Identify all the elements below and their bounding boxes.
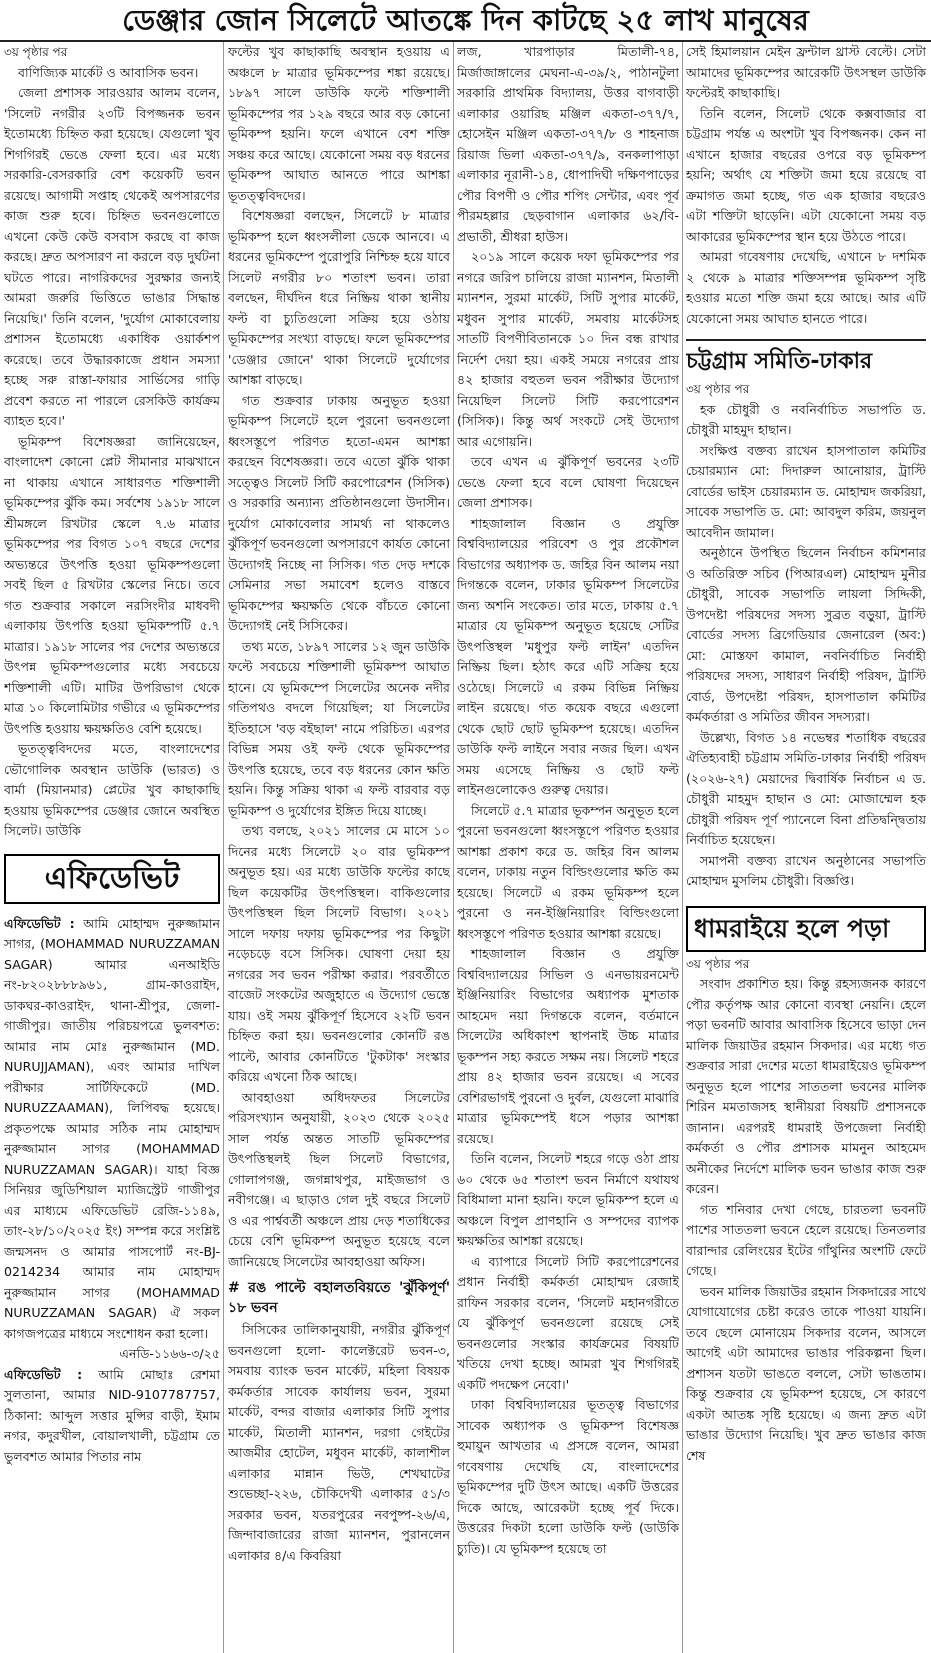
paragraph: লজ, খারপাড়ার মিতালী-৭৪, মির্জাজাঙ্গালের মেঘনা-এ-৩৯/২, পাঠানটুলা সরকারি প্রাথমিক বিদ্যালয়, উত্তর বাগবাড়ী এলাকার ওয়ারিছ মঞ্জিল একতা-৩৭৭/৭, হোসেইন মঞ্জিল একতা-৩৭৭/৮ ও শাহনাজ রিয়াজ ভিলা একতা-৩৭৭/৯, বনকলাপাড়া এলাকার নূরানী-১৪, ধোপাদিঘী দক্ষিণপাড়ের পৌর বিপণী ও পৌর শপিং সেন্টার, এবং পূর্ব পীরমহল্লার ছেড়বাগান এলাকার ৬২/বি-প্রভাতী, শ্রীধরা হাউস। [457,44,679,244]
section-heading: চট্টগ্রাম সমিতি-ঢাকার [686,339,926,379]
paragraph: অনুষ্ঠানে উপস্থিত ছিলেন নির্বাচন কমিশনার ও অতিরিক্ত সচিব (পিআরএল) মোহাম্মদ মুনীর চৌধুরী, সাবেক সভাপতি লায়লা সিদ্দিকী, উপদেষ্টা পরিষদের সদস্য সুব্রত বড়ুয়া, ট্রাস্টি বোর্ডের সদস্য ব্রিগেডিয়ার জেনারেল (অব:) মো: মোস্তফা কামাল, নবনির্বাচিত নির্বাহী পরিষদের সদস্য, সাধারণ নির্বাহী পরিষদ, ট্রাস্টি বোর্ড, উপদেষ্টা পরিষদ, হাসপাতাল কমিটির কর্মকর্তারা ও সমিতির জীবন সদস্যরা। [686,545,926,724]
paragraph: বিশেষজ্ঞরা বলছেন, সিলেটে ৮ মাত্রার ভূমিকম্প হলে ধ্বংসলীলা ডেকে আনবে। এ ধরনের ভূমিকম্পে পুরোপুরি নিশ্চিহ্ন হয়ে যাবে সিলেট নগরীর ৮০ শতাংশ ভবন। তারা বলছেন, দীর্ঘদিন ধরে নিষ্ক্রিয় থাকা স্থানীয় ফল্ট বা চ্যুতিগুলো সক্রিয় হয়ে ওঠায় ভূমিকম্পের সংখ্যা বাড়ছে। ফলে ভূমিকম্পের 'ডেঞ্জার জোনে' থাকা সিলেটে দুর্যোগের আশঙ্কা বাড়ছে। [228,208,450,387]
column-divider [223,42,224,1653]
paragraph: ২০১৯ সালে কয়েক দফা ভূমিকম্পের পর নগরে জরিপ চালিয়ে রাজা ম্যানশন, মিতালী ম্যানশন, সুরমা মার্কেট, সিটি সুপার মার্কেট, মধুবন সুপার মার্কেট, সমবায় মার্কেটসহ সাতটি বিপণীবিতানকে ১০ দিন বন্ধ রাখার নির্দেশ দেয়া হয়। একই সময়ে নগরের প্রায় ৪২ হাজার বহুতল ভবন পরীক্ষার উদ্যোগ নিয়েছিল সিলেট সিটি করপোরেশন (সিসিক)। কিন্তু অর্থ সংকটে সেই উদ্যোগ আর এগোয়নি। [457,249,679,449]
paragraph: সিলেটে ৫.৭ মাত্রার ভূকম্পন অনুভূত হলে পুরনো ভবনগুলো ধ্বংসস্তূপে পরিণত হওয়ার আশঙ্কা প্রকাশ করে ড. জহির বিন আলম বলেন, ঢাকায় নতুন বিল্ডিংগুলোর ক্ষতি কম হয়েছে। সিলেটে এ রকম ভূমিকম্প হলে পুরনো ও নন-ইঞ্জিনিয়ারিং বিল্ডিংগুলো ধ্বংসস্তূপে পরিণত হওয়ার আশঙ্কা রয়েছে। [457,802,679,941]
paragraph: সংক্ষিপ্ত বক্তব্য রাখেন হাসপাতাল কমিটির চেয়ারম্যান মো: দিদারুল আনোয়ার, ট্রাস্টি বোর্ডের ভাইস চেয়ারম্যান ড. মোহাম্মদ জকরিয়া, সাবেক সভাপতি ড. মো: আবদুল করিম, জয়নুল আবেদীন জামাল। [686,442,926,540]
paragraph: তথ্য বলছে, ২০২১ সালের মে মাসে ১০ দিনের মধ্যে সিলেটে ২০ বার ভূমিকম্প অনুভূত হয়। এর মধ্যে ডাউকি ফল্টের কাছে ছিল কয়েকটির উৎপত্তিস্থল। বাকিগুলোর উৎপত্তিস্থল ছিল সিলেট বিভাগ। ২০২১ সালে দফায় দফায় ভূমিকম্পের পর কিছুটা নড়েচড়ে বসে সিসিক। ঘোষণা দেয়া হয় নগরের সব ভবন পরীক্ষা করার। পরবর্তীতে বাজেট সংকটের অজুহাতে এ উদ্যোগ ভেস্তে যায়। ওই সময় ঝুঁকিপূর্ণ হিসেবে ২২টি ভবন চিহ্নিত করা হয়। ভবনগুলোর কোনটি রঙ পাল্টে, আবার কোনটিতে 'টুকটাক' সংস্কার করিয়ে এখনো ঠিক আছে। [228,823,450,1084]
section-heading-boxed: এফিডেভিট [4,854,220,904]
column-4 [686,42,926,1653]
paragraph: আবহাওয়া অধিদফতর সিলেটের পরিসংখ্যান অনুযায়ী, ২০২৩ থেকে ২০২৫ সাল পর্যন্ত অন্তত সাতটি ভূমিকম্পের উৎপত্তিস্থলই ছিল সিলেট বিভাগের, গোলাপগঞ্জ, জগন্নাথপুর, মাইজভাগ ও নবীগঞ্জে। এ ছাড়াও গেল দুই বছরে সিলেট ও এর পার্শ্ববর্তী অঞ্চলে প্রায় দেড় শতাধিকের চেয়ে বেশি ভূমিকম্প অনুভূত হয়েছে বলে জানিয়েছে সিলেটের আবহাওয়া অফিস। [228,1089,450,1269]
paragraph: জেলা প্রশাসক সারওয়ার আলম বলেন, 'সিলেট নগরীর ২৩টি বিপজ্জনক ভবন ইতোমধ্যে চিহ্নিত করা হয়েছে। যেগুলো খুব শিগগিরই ভেঙে ফেলা হবে। এর মধ্যে সরকারি-বেসরকারি বেশ কয়েকটি ভবন রয়েছে। আগামী সপ্তাহ থেকেই অপসারণের কাজ শুরু হবে। চিহ্নিত ভবনগুলোতে এখনো কেউ কেউ বসবাস করছে বা কাজ করছে। দ্রুত অপসারণ না করলে বড় দুর্ঘটনা ঘটতে পারে। নাগরিকদের সুরক্ষার জন্যই আমরা জরুরি ভিত্তিতে ভাঙার সিদ্ধান্ত নিয়েছি।' তিনি বলেন, 'দুর্যোগ মোকাবেলায় প্রশাসন ইতোমধ্যে একাধিক ওয়ার্কশপ করেছে। তবে উদ্ধারকাজে প্রধান সমস্যা হচ্ছে সরু রাস্তা-ফায়ার সার্ভিসের গাড়ি প্রবেশ করতে না পারলে রেসকিউ কার্যক্রম ব্যাহত হবে।' [4,85,220,428]
affidavit-text: আমি মোছাঃ রেশমা সুলতানা, আমার NID-9107787757, ঠিকানা: আব্দুল সত্তার মুন্সির বাড়ী, ইমাম নগর, কদুরখীল, বোয়ালখালী, চট্টগ্রাম তে ভুলবশত আমার পিতার নাম [4,1366,220,1464]
paragraph: তথ্য মতে, ১৮৯৭ সালের ১২ জুন ডাউকি ফল্টে সবচেয়ে শক্তিশালী ভূমিকম্প আঘাত হানে। যে ভূমিকম্পে সিলেটের অনেক নদীর গতিপথও বদলে গিয়েছিল; যা সিলেটের ইতিহাসে 'বড় বইছাল' নামে পরিচিত। এরপর বিভিন্ন সময় ওই ফল্ট থেকে ভূমিকম্পের উৎপত্তি হয়েছে, তবে বড় ধরনের কোন ক্ষতি হয়নি। কিন্তু সক্রিয় থাকা এ ফল্ট বারবার বড় ভূমিকম্প ও দুর্যোগের ইঙ্গিত দিয়ে যাচ্ছে। [228,638,450,818]
paragraph: তিনি বলেন, সিলেট শহরে গড়ে ওঠা প্রায় ৬০ থেকে ৬৫ শতাংশ ভবন নির্মাণে যথাযথ বিধিমালা মানা হয়নি। ফলে ভূমিকম্প হলে এ অঞ্চলে বিপুল প্রাণহানি ও সম্পদের ব্যাপক ক্ষয়ক্ষতির আশঙ্কা রয়েছে। [457,1151,679,1248]
paragraph: শাহজালাল বিজ্ঞান ও প্রযুক্তি বিশ্ববিদ্যালয়ের পরিবেশ ও পুর প্রকৌশল বিভাগের অধ্যাপক ড. জহির বিন আলম নয়া দিগন্তকে বলেন, ঢাকার ভূমিকম্প সিলেটের জন্য অশনি সংকেত। তার মতে, ঢাকায় ৫.৭ মাত্রার যে ভূমিকম্প অনুভূত হয়েছে সেটির উৎপত্তিস্থল 'মধুপুর ফল্ট লাইন' এতদিন নিষ্ক্রিয় ছিল। হঠাৎ করে এটি সক্রিয় হয়ে ওঠেছে। সিলেটে এ রকম বিভিন্ন নিষ্ক্রিয় লাইন রয়েছে। গত কয়েক বছরে এগুলো থেকে ছোট ছোট ভূমিকম্প হয়েছে। এতদিন ডাউকি ফল্ট লাইনে সবার নজর ছিল। এখন সময় এসেছে নিষ্ক্রিয় ও ছোট ফল্ট লাইনগুলোকেও গুরুত্ব দেয়ার। [457,515,679,797]
column-3 [457,42,679,1653]
paragraph: বাণিজ্যিক মার্কেট ও আবাসিক ভবন। [18,64,199,80]
column-divider [453,42,454,1653]
paragraph: শাহজালাল বিজ্ঞান ও প্রযুক্তি বিশ্ববিদ্যালয়ের সিভিল ও এনভায়রনমেন্ট ইঞ্জিনিয়ারিং বিভাগের অধ্যাপক মুশতাক আহমেদ নয়া দিগন্তকে বলেন, বর্তমানে সিলেটের অধিকাংশ স্থাপনাই উচ্চ মাত্রার ভূকম্পন সহ্য করতে সক্ষম নয়। সিলেট শহরে প্রায় ৪২ হাজার ভবন রয়েছে। এ সবের বেশিরভাগই পুরনো ও দুর্বল, যেগুলো মাঝারি মাত্রার ভূমিকম্পেই ধসে পড়ার আশঙ্কা রয়েছে। [457,946,679,1146]
paragraph: এ ব্যাপারে সিলেট সিটি করপোরেশনের প্রধান নির্বাহী কর্মকর্তা মোহাম্মদ রেজাই রাফিন সরকার বলেন, 'সিলেট মহানগরীতে যে ঝুঁকিপূর্ণ ভবনগুলো রয়েছে সেই ভবনগুলোর সংস্কার কার্যক্রমের বিষয়টি খতিয়ে দেখা হচ্ছে। আমরা খুব শিগগিরই একটি পদক্ষেপ নেবো।' [457,1253,679,1392]
section-heading-boxed: ধামরাইয়ে হলে পড়া [686,906,926,952]
paragraph: উল্লেখ্য, বিগত ১৪ নভেম্বর শতাধিক বছরের ঐতিহ্যবাহী চট্টগ্রাম সমিতি-ঢাকার নির্বাহী পরিষদ (২০২৬-২৭) মেয়াদের দ্বিবার্ষিক নির্বাচন এ ড. চৌধুরী মাহমুদ হাছান ও মো: মোজাম্মেল হক চৌধুরী পরিষদ পূর্ণ প্যানেলে বিনা প্রতিদ্বন্দ্বিতায় নির্বাচিত হয়েছেন। [686,729,926,847]
paragraph: ফল্টের খুব কাছাকাছি অবস্থান হওয়ায় এ অঞ্চলে ৮ মাত্রার ভূমিকম্পের শঙ্কা রয়েছে। ১৮৯৭ সালে ডাউকি ফল্টে শক্তিশালী ভূমিকম্পের পর ১২৯ বছরে আর বড় কোনো ভূমিকম্প হয়নি। ফলে এখানে বেশ শক্তি সঞ্চয় করে আছে। যেকোনো সময় বড় ধরনের ভূমিকম্প আঘাত আনতে পারে আশঙ্কা ভূতত্ত্ববিদদের। [228,44,450,203]
paragraph: হক চৌধুরী ও নবনির্বাচিত সভাপতি ড. চৌধুরী মাহমুদ হাছান। [686,401,926,437]
affidavit-text: আমি মোহাম্মদ নুরুজ্জামান সাগর, (MOHAMMAD NURUZZAMAN SAGAR) আমার এনআইডি নং-৮২০২৮৮৮৯৬১, গ্রাম-কাওরাইদ, ডাকঘর-কাওরাইদ, থানা-শ্রীপুর, জেলা-গাজীপুর। জাতীয় পরিচয়পত্রে ভুলবশত: আমার নাম মোঃ নুরুজ্জামান (MD. NURUJJAMAN), এবং আমার দাখিল পরীক্ষার সার্টিফিকেটে (MD. NURUZZAAMAN), লিপিবদ্ধ হয়েছে। প্রকৃতপক্ষে আমার সঠিক নাম মোহাম্মদ নুরুজ্জামান সাগর (MOHAMMAD NURUZZAMAN SAGAR)। যাহা বিজ্ঞ সিনিয়র জুডিশিয়াল ম্যাজিস্ট্রেট গাজীপুর এর মাধ্যমে এফিডেভিট রেজি-১১৪৯, তাং-২৮/১০/২০২৫ ইং) সম্পন্ন করে সংশ্লিষ্ট জন্মসনদ ও আমার পাসপোর্ট নং-BJ-0214234 আমার নাম মোহাম্মদ নুরুজ্জামান সাগর (MOHAMMAD NURUZZAMAN SAGAR) ঐ সকল কাগজপত্রের মাধ্যমে সংশোধন করা হলো। [4,915,220,1341]
continued-label: ৩য় পৃষ্ঠার পর [686,956,750,971]
paragraph: আমরা গবেষণায় দেখেছি, এখানে ৮ দশমিক ২ থেকে ৯ মাত্রার শক্তিসম্পন্ন ভূমিকম্প সৃষ্টি হওয়ার মতো শক্তি জমা হয়ে আছে। আর এটি যেকোনো সময় আঘাত হানতে পারে। [686,249,926,326]
paragraph: ঢাকা বিশ্ববিদ্যালয়ের ভূতত্ত্ব বিভাগের সাবেক অধ্যাপক ও ভূমিকম্প বিশেষজ্ঞ হুমায়ুন আখতার এ প্রসঙ্গে বলেন, আমরা গবেষণায় দেখেছি যে, বাংলাদেশের ভূমিকম্পের দুটি উৎস আছে। একটি উত্তরের দিকে আছে, আরেকটা হচ্ছে পূর্ব দিকে। উত্তরের দিকটা হলো ডাউকি ফল্ট (ডাউকি চ্যুতি)। যে ভূমিকম্প হয়েছে তা [457,1397,679,1556]
page-headline: ডেঞ্জার জোন সিলেটে আতঙ্কে দিন কাটছে ২৫ লাখ মানুষের [0,0,931,42]
column-divider [682,42,683,1653]
subheading: # রঙ পাল্টে বহালতবিয়তে 'ঝুঁকিপূর্ণ' ১৮ ভবন [228,1280,450,1316]
affidavit-label: এফিডেভিট : [4,1366,83,1382]
column-2 [228,42,450,1653]
paragraph: গত শুক্রবার ঢাকায় অনুভূত হওয়া ভূমিকম্প সিলেটে হলে পুরনো ভবনগুলো ধ্বংসস্তূপে পরিণত হতো-এমন আশঙ্কা করছেন বিশেষজ্ঞরা। তবে এতো ঝুঁকি থাকা সত্ত্বেও সিলেট সিটি করপোরেশন (সিসিক) ও সরকারি অন্যান্য প্রতিষ্ঠানগুলো উদাসীন। দুর্যোগ মোকাবেলার সামর্থ্য না থাকলেও ঝুঁকিপূর্ণ ভবনগুলো অপসারণে কার্যত কোনো উদ্যোগই নিচ্ছে না সিসিক। গত দেড় দশকে সেমিনার সভা সমাবেশ হলেও বাস্তবে ভূমিকম্পের ক্ষয়ক্ষতি থেকে বাঁচতে কোনো উদ্যোগই নেই সিসিকের। [228,392,450,633]
column-1 [4,42,220,1653]
paragraph: ভবন মালিক জিয়াউর রহমান সিকদারের সাথে যোগাযোগের চেষ্টা করেও তাকে পাওয়া যায়নি। তবে ছেলে মোনায়েম সিকদার বলেন, আসলে আগেই এটা আমাদের ভাঙার পরিকল্পনা ছিল। প্রশাসন যতটা ভাঙতে বললে, সেটা ভাঙতাম। কিন্তু শুক্রবার যে ভূমিকম্প হয়েছে, সে কারণে একটা আতঙ্ক সৃষ্টি হয়েছে। এ জন্য দ্রুত এটা ভাঙার উদ্যোগ নিয়েছি। খুব দ্রুত ভাঙার কাজ শেষ [686,1283,926,1463]
paragraph: ভূতত্ত্ববিদদের মতে, বাংলাদেশের ভৌগোলিক অবস্থান ডাউকি (ভারত) ও বার্মা (মিয়ানমার) প্লেটের খুব কাছাকাছি হওয়ায় ভূমিকম্পের ডেঞ্জার জোনে অবস্থিত সিলেট। ডাউকি [4,741,220,838]
paragraph: সেই হিমালয়ান মেইন ফ্রন্টাল থ্রাস্ট বেল্টে। সেটা আমাদের ভূমিকম্পের আরেকটি উৎসস্থল ডাউকি ফল্টেরই কাছাকাছি। [686,44,926,100]
paragraph: তবে এখন এ ঝুঁকিপূর্ণ ভবনের ২৩টি ভেঙে ফেলা হবে বলে ঘোষণা দিয়েছেন জেলা প্রশাসক। [457,454,679,510]
continued-label: ৩য় পৃষ্ঠার পর [686,382,750,396]
paragraph: সংবাদ প্রকাশিত হয়। কিন্তু রহস্যজনক কারণে পৌর কর্তৃপক্ষ আর কোনো ব্যবস্থা নেয়নি। হেলে পড়া ভবনটি আবার আবাসিক হিসেবে ভাড়া দেন মালিক জিয়াউর রহমান সিকদার। এর মধ্যে গত শুক্রবার সারা দেশের মতো ধামরাইয়েও ভূমিকম্প অনুভূত হলে পাশের সাততলা ভবনের মালিক শিরিন মমতাজসহ স্থানীয়রা বিষয়টি প্রশাসনকে জানান। এরপরই ধামরাই উপজেলা নির্বাহী কর্মকর্তা ও পৌর প্রশাসক মামনুন আহমেদ অনীকের নির্দেশে মালিক ভবন ভাঙার কাজ শুরু করেন। [686,976,926,1196]
affidavit-notice [4,914,220,1345]
paragraph: গত শনিবার দেখা গেছে, চারতলা ভবনটি পাশের সাততলা ভবনে হেলে রয়েছে। তিনতলার বারান্দার রেলিংয়ের ইটের গাঁথুনির অংশটি ফেটে গেছে। [686,1201,926,1278]
paragraph: ভূমিকম্প বিশেষজ্ঞরা জানিয়েছেন, বাংলাদেশ কোনো প্লেট সীমানার মাঝখানে না থাকায় এখানে সাধারণত শক্তিশালী ভূমিকম্পের ঝুঁকি কম। সর্বশেষ ১৯১৮ সালে শ্রীমঙ্গলে রিখটার স্কেলে ৭.৬ মাত্রার ভূমিকম্পের পর বিগত ১০৭ বছরে দেশের অভ্যন্তরে উৎপত্তি হওয়া ভূমিকম্পগুলো সবই ছিল ৫ রিখটার স্কেলের নিচে। তবে গত শুক্রবার সকালে নরসিংদীর মাধবদী এলাকায় উৎপত্তি হওয়া ভূমিকম্পটি ৫.৭ মাত্রার। ১৯১৮ সালের পর দেশের অভ্যন্তরে উৎপন্ন ভূমিকম্পগুলোর মধ্যে সবচেয়ে শক্তিশালী এটি। মাটির উপরিভাগ থেকে মাত্র ১০ কিলোমিটার গভীরে এ ভূমিকম্পের উৎপত্তি হওয়ায় ক্ষয়ক্ষতিও বেশি হয়েছে। [4,433,220,736]
paragraph: সমাপনী বক্তব্য রাখেন অনুষ্ঠানের সভাপতি মোহাম্মদ মুসলিম চৌধুরী। বিজ্ঞপ্তি। [686,852,926,888]
affidavit-notice [4,1365,220,1468]
ad-code: এনডি-১১৬৬-৩/২৫ [119,1346,220,1361]
affidavit-label: এফিডেভিট : [4,915,75,931]
paragraph: তিনি বলেন, সিলেট থেকে কক্সবাজার বা চট্টগ্রাম পর্যন্ত এ অংশটা খুব বিপজ্জনক। কেন না এখানে হাজার বছরের ওপরে বড় ভূমিকম্প হয়নি; অর্থাৎ যে শক্তিটা জমা হয়ে রয়েছে বা ক্রমাগত জমা হচ্ছে, গত এক হাজার বছরেও এটা শক্তিটা ছাড়েনি। এটা যেকোনো সময় বড় আকারের ভূমিকম্পের স্থান হয়ে উঠতে পারে। [686,105,926,244]
continued-label: ৩য় পৃষ্ঠার পর [4,45,68,59]
paragraph: সিসিকের তালিকানুযায়ী, নগরীর ঝুঁকিপূর্ণ ভবনগুলো হলো- কালেক্টরেট ভবন-৩, সমবায় ব্যাংক ভবন মার্কেট, মহিলা বিষয়ক কর্মকর্তার সাবেক কার্যালয় ভবন, সুরমা মার্কেট, বন্দর বাজার এলাকার সিটি সুপার মার্কেট, মিতালী ম্যানশন, দরগা গেইটের আজমীর হোটেল, মধুবন মার্কেট, কালাশীল এলাকার মান্নান ভিউ, শেখঘাটের শুভেচ্ছা-২২৬, চৌকিদেখী এলাকার ৫১/৩ সরকার ভবন, যতরপুরের নবপুষ্প-২৬/এ, জিন্দাবাজারের রাজা ম্যানশন, পুরানলেন এলাকার ৪/এ কিবরিয়া [228,1322,450,1563]
